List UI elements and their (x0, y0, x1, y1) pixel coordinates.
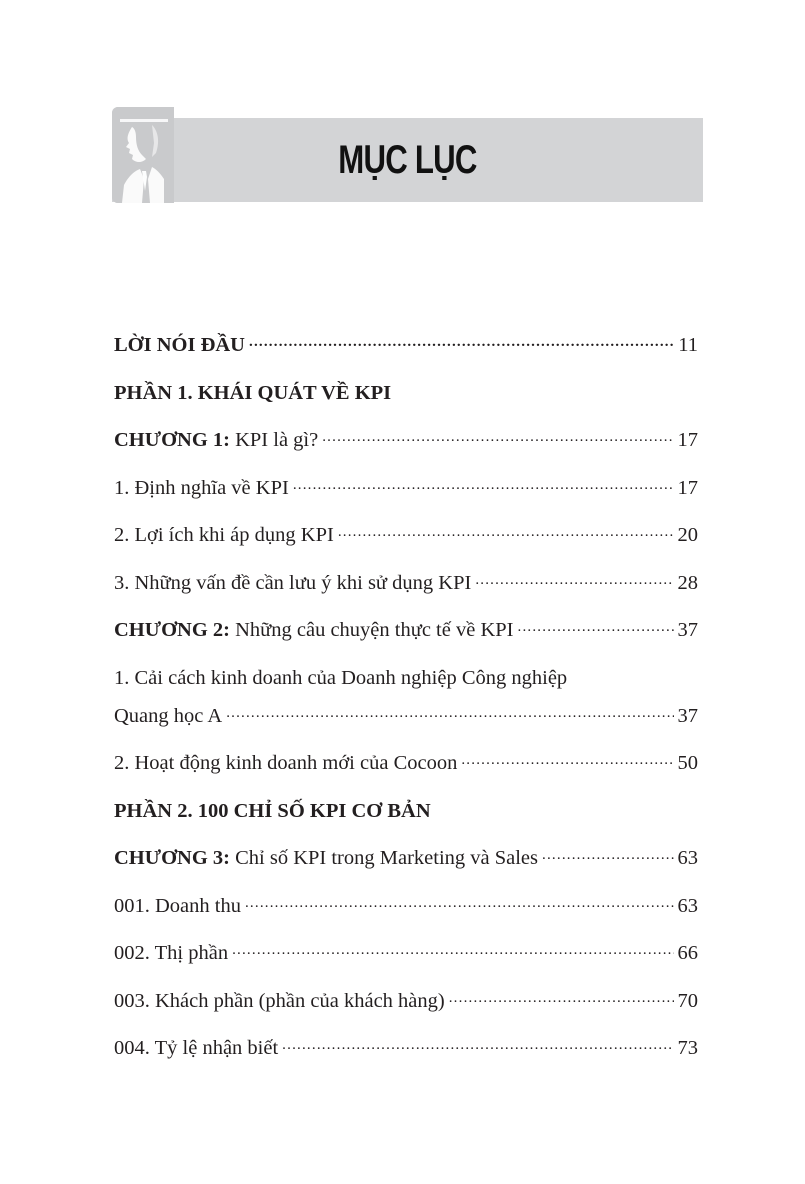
chapter-prefix: CHƯƠNG 2: (114, 619, 230, 641)
entry-label: 004. Tỷ lệ nhận biết (114, 1037, 279, 1059)
toc-entry[interactable] (114, 465, 698, 513)
page-number: 37 (677, 704, 698, 727)
chapter-prefix: CHƯƠNG 1: (114, 429, 230, 451)
entry-label: 2. Hoạt động kinh doanh mới của Cocoon (114, 752, 458, 774)
page-number: 17 (677, 429, 698, 451)
toc-entry[interactable] (114, 978, 698, 1026)
page-number: 28 (677, 571, 698, 594)
chapter-title: Những câu chuyện thực tế về KPI (235, 619, 514, 641)
dot-leader (338, 521, 674, 542)
dot-leader (449, 986, 674, 1007)
chapter-title: KPI là gì? (235, 429, 319, 451)
page-number: 11 (678, 334, 698, 356)
toc-entry[interactable] (114, 512, 698, 560)
entry-label: 3. Những vấn đề cần lưu ý khi sử dụng KPI (114, 571, 472, 594)
dot-leader (245, 891, 674, 912)
entry-label: Quang học A (114, 704, 223, 727)
dot-leader (249, 331, 674, 352)
toc-chapter-1[interactable] (114, 417, 698, 465)
page-number: 20 (677, 524, 698, 546)
toc-chapter-2[interactable] (114, 607, 698, 655)
dot-leader (542, 844, 673, 865)
gentleman-portrait-icon (112, 107, 174, 203)
dot-leader (518, 616, 674, 637)
entry-label: 003. Khách phần (phần của khách hàng) (114, 989, 445, 1012)
dot-leader (232, 939, 673, 960)
dot-leader (293, 473, 674, 494)
dot-leader (282, 1034, 673, 1055)
page-number: 66 (677, 942, 698, 964)
chapter-title: Chỉ số KPI trong Marketing và Sales (235, 847, 539, 869)
page-title: MỤC LỤC (338, 137, 477, 182)
toc-entry-wrapped-line-1[interactable] (114, 655, 698, 693)
toc-section-part-2[interactable] (114, 788, 698, 836)
toc-chapter-3[interactable] (114, 835, 698, 883)
entry-label: 002. Thị phần (114, 942, 229, 964)
chapter-prefix: CHƯƠNG 3: (114, 847, 230, 869)
toc-entry[interactable] (114, 740, 698, 788)
dot-leader (226, 701, 673, 722)
toc-entry[interactable] (114, 1025, 698, 1073)
section-label: PHẦN 1. KHÁI QUÁT VỀ KPI (114, 381, 392, 404)
page-number: 37 (677, 619, 698, 641)
entry-label: 001. Doanh thu (114, 894, 241, 917)
page-number: 17 (677, 476, 698, 499)
toc-entry[interactable] (114, 930, 698, 978)
page-number: 70 (677, 989, 698, 1012)
toc-entry[interactable] (114, 560, 698, 608)
entry-label: 1. Định nghĩa về KPI (114, 476, 289, 499)
dot-leader (475, 568, 673, 589)
page-number: 73 (677, 1037, 698, 1059)
dot-leader (461, 749, 673, 770)
entry-label: LỜI NÓI ĐẦU (114, 334, 245, 356)
entry-label: 1. Cải cách kinh doanh của Doanh nghiệp Công nghiệp (114, 666, 568, 689)
section-label: PHẦN 2. 100 CHỈ SỐ KPI CƠ BẢN (114, 799, 431, 822)
toc-entry[interactable] (114, 883, 698, 931)
table-of-contents (114, 322, 698, 1073)
entry-label: 2. Lợi ích khi áp dụng KPI (114, 524, 334, 546)
toc-section-part-1[interactable] (114, 370, 698, 418)
toc-entry-preface[interactable] (114, 322, 698, 370)
page-number: 63 (677, 847, 698, 869)
dot-leader (322, 426, 673, 447)
page-number: 50 (677, 752, 698, 774)
page-number: 63 (677, 894, 698, 917)
